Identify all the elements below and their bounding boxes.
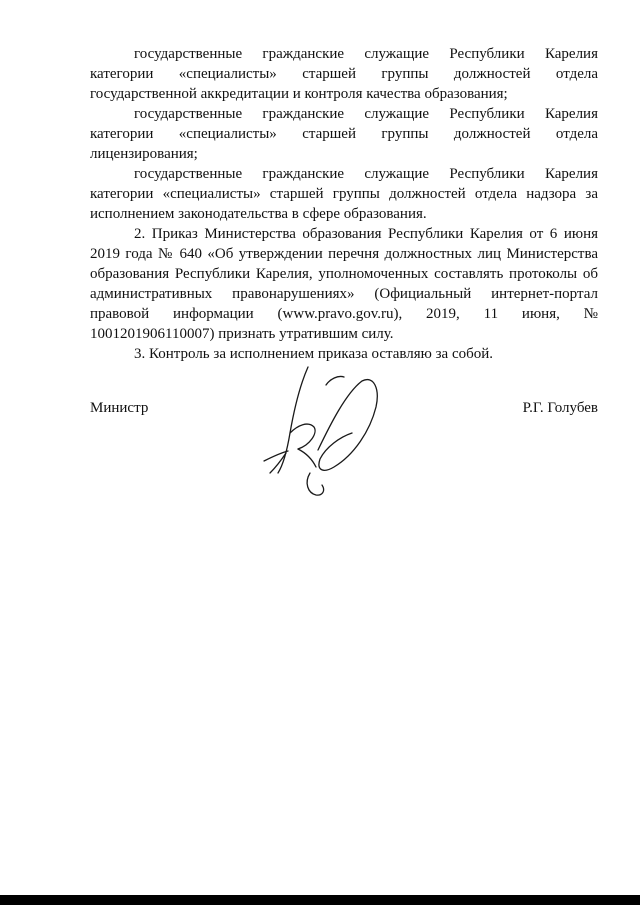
signatory-name: Р.Г. Голубев: [522, 400, 598, 416]
paragraph-control-clause: 3. Контроль за исполнением приказа оставляю за собой.: [134, 346, 494, 362]
paragraph-licensing-staff: государственные гражданские служащие Республики Карелия категории «специалисты» старшей группы должностей отдела лицензирования;: [90, 106, 598, 162]
handwritten-signature: [250, 355, 400, 505]
scan-bottom-edge: [0, 895, 640, 905]
paragraph-supervision-staff: государственные гражданские служащие Республики Карелия категории «специалисты» старшей группы должностей отдела надзора за исполнением законодательства в сфере образования.: [90, 166, 598, 222]
paragraph-repeal-order: 2. Приказ Министерства образования Республики Карелия от 6 июня 2019 года № 640 «Об утверждении перечня должностных лиц Министерства образования Республики Карелия, уполномоченных составлять протоколы об административных правонарушениях» (Официальный интернет-портал правовой информации (www.pravo.gov.ru), 2019, 11 июня, № 1001201906110007) признать утратившим силу.: [90, 226, 598, 342]
paragraph-accreditation-staff: государственные гражданские служащие Республики Карелия категории «специалисты» старшей группы должностей отдела государственной аккредитации и контроля качества образования;: [90, 46, 598, 102]
document-body: [90, 44, 598, 364]
signatory-title: Министр: [90, 400, 149, 416]
